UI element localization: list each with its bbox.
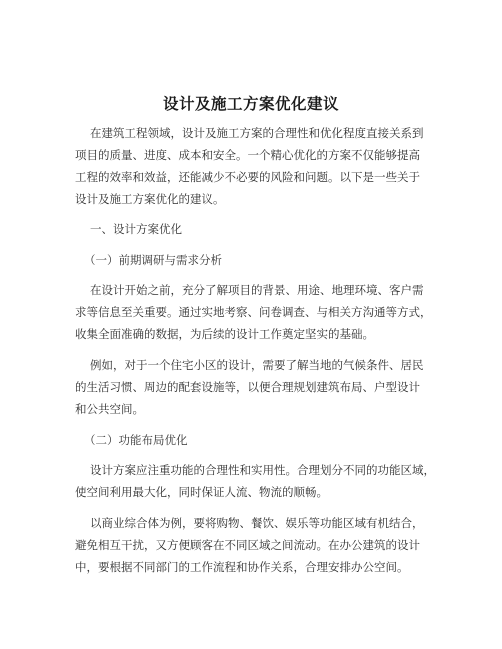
paragraph-line: 例如，对于一个住宅小区的设计，需要了解当地的气候条件、居民 bbox=[90, 358, 424, 372]
paragraph-line: 的生活习惯、周边的配套设施等，以便合理规划建筑布局、户型设计 bbox=[75, 380, 420, 394]
subsection-heading: （一）前期调研与需求分析 bbox=[84, 253, 222, 267]
paragraph-line: 使空间利用最大化，同时保证人流、物流的顺畅。 bbox=[75, 485, 328, 499]
paragraph-line: 以商业综合体为例，要将购物、餐饮、娱乐等功能区域有机结合， bbox=[90, 516, 424, 530]
paragraph-line: 避免相互干扰，又方便顾客在不同区域之间流动。在办公建筑的设计 bbox=[75, 538, 420, 552]
document-title: 设计及施工方案优化建议 bbox=[162, 95, 339, 113]
paragraph-line: 在建筑工程领域，设计及施工方案的合理性和优化程度直接关系到 bbox=[90, 126, 424, 140]
paragraph-line: 收集全面准确的数据，为后续的设计工作奠定坚实的基础。 bbox=[75, 327, 374, 341]
paragraph-line: 在设计开始之前，充分了解项目的背景、用途、地理环境、客户需 bbox=[90, 283, 424, 297]
paragraph-line: 设计及施工方案优化的建议。 bbox=[75, 192, 225, 206]
paragraph-line: 中，要根据不同部门的工作流程和协作关系，合理安排办公空间。 bbox=[75, 560, 409, 574]
paragraph-line: 工程的效率和效益，还能减少不必要的风险和问题。以下是一些关于 bbox=[75, 170, 420, 184]
paragraph-line: 项目的质量、进度、成本和安全。一个精心优化的方案不仅能够提高 bbox=[75, 148, 420, 162]
section-heading: 一、设计方案优化 bbox=[90, 222, 182, 236]
paragraph-line: 设计方案应注重功能的合理性和实用性。合理划分不同的功能区域， bbox=[90, 463, 435, 477]
paragraph-line: 求等信息至关重要。通过实地考察、问卷调查、与相关方沟通等方式， bbox=[75, 305, 432, 319]
subsection-heading: （二）功能布局优化 bbox=[84, 433, 188, 447]
paragraph-line: 和公共空间。 bbox=[75, 402, 144, 416]
